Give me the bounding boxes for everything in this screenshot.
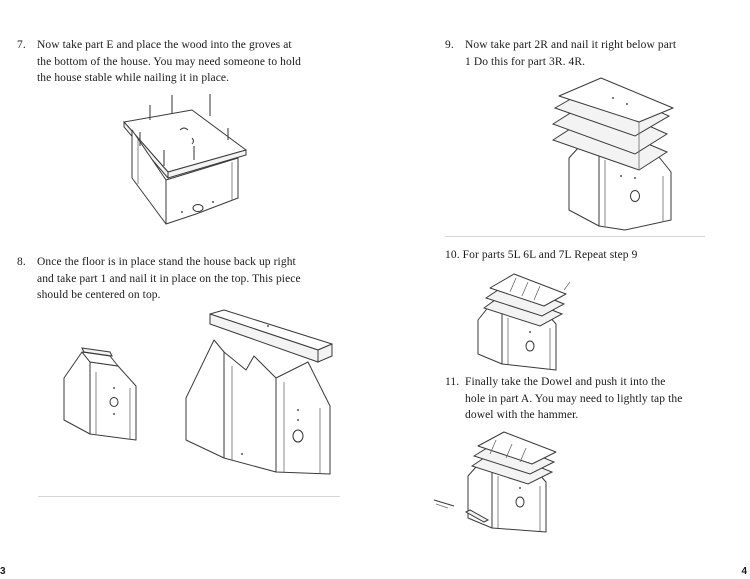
step-text-line: Now take part E and place the wood into the groves at — [37, 39, 292, 51]
step-7 — [17, 37, 357, 87]
step-text-line: hole in part A. You may need to lightly tap the — [465, 392, 683, 405]
step-number: 8. — [17, 256, 26, 268]
step-8-large-house-illustration — [180, 308, 345, 488]
step-8 — [17, 254, 362, 304]
step-text-line: should be centered on top. — [37, 289, 161, 301]
step-number: 10. — [445, 249, 460, 261]
step-10-illustration — [470, 274, 590, 372]
page-number: 4 — [741, 566, 747, 577]
step-11 — [445, 374, 745, 424]
step-10 — [445, 247, 745, 264]
step-text-line: 1 Do this for part 3R. 4R. — [465, 55, 586, 68]
step-text-line: dowel with the hammer. — [465, 409, 579, 421]
step-text-line: the house stable while nailing it in place. — [37, 72, 230, 84]
step-7-illustration — [110, 90, 260, 230]
step-number: 11. — [445, 376, 460, 388]
step-number: 9. — [445, 39, 454, 51]
step-text-line: Now take part 2R and nail it right below part — [465, 39, 677, 51]
step-9-illustration — [543, 78, 693, 234]
section-divider — [38, 496, 340, 497]
step-9 — [445, 37, 745, 70]
step-text-line: and take part 1 and nail it in place on the top. This piece — [37, 272, 301, 285]
step-number: 7. — [17, 39, 26, 51]
step-text-line: For parts 5L 6L and 7L Repeat step 9 — [462, 249, 638, 261]
step-text-line: Finally take the Dowel and push it into the — [465, 376, 666, 388]
step-8-small-house-illustration — [60, 340, 140, 450]
page-number: 3 — [0, 566, 6, 577]
right-page — [375, 0, 750, 579]
section-divider — [445, 236, 705, 237]
step-text-line: the bottom of the house. You may need someone to hold — [37, 55, 302, 68]
step-11-illustration — [430, 432, 580, 534]
step-text-line: Once the floor is in place stand the house back up right — [37, 256, 296, 268]
